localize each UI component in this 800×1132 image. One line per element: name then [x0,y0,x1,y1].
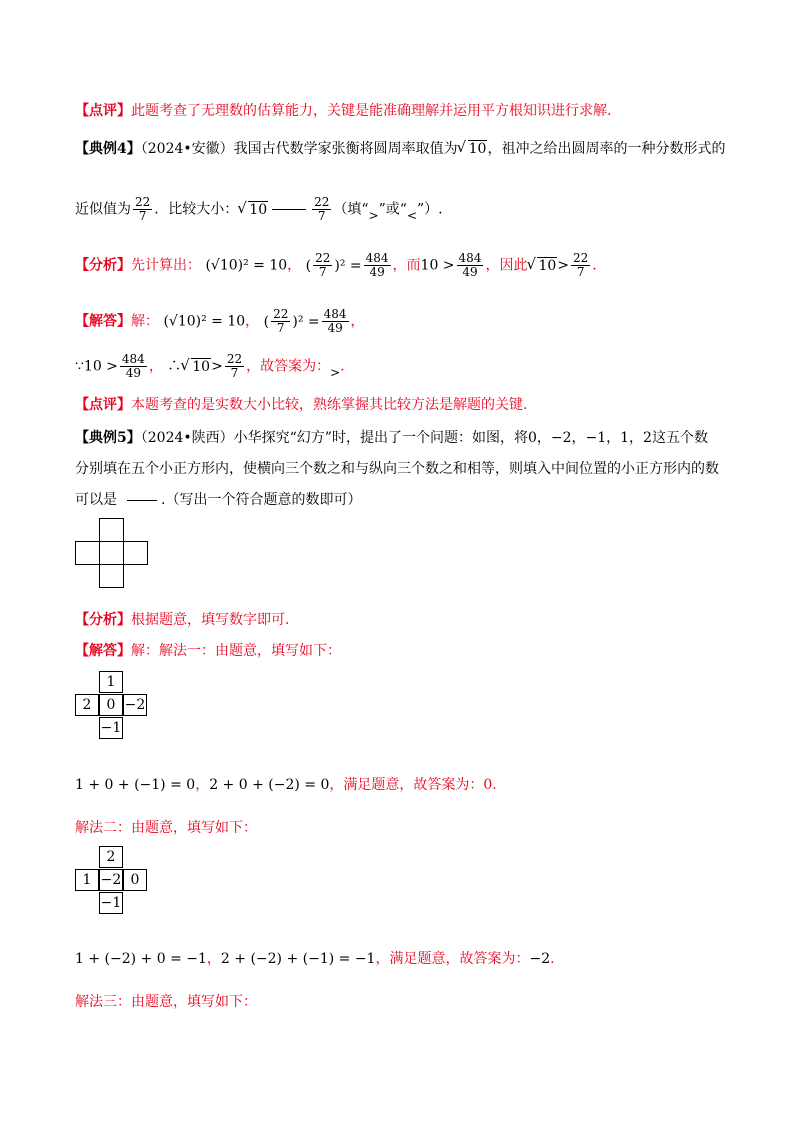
frac-den: 7 [230,366,239,380]
example5-line1 [75,428,708,448]
grid2-top: 2 [99,846,123,868]
frac-num: 484 [365,251,389,265]
analysis-tag: 【分析】 [75,257,131,274]
solution5-line [75,641,341,661]
example5-text1: （2024•陕西）小华探究“幻方”时，提出了一个问题：如图，将0，−2，−1，1，2这五个数 [140,430,708,446]
sqrt10: √ 10 [537,257,557,274]
cross-cell-bottom [99,564,124,588]
frac-num: 484 [458,251,482,265]
frac-num: 22 [315,251,331,265]
example5-line2 [75,459,719,479]
frac-num: 22 [314,195,330,209]
frac-den: 7 [576,265,585,279]
fraction-22-7 [313,252,332,279]
solution-tag: 【解答】 [75,313,131,330]
cross-cell-center [99,541,124,565]
analysis-tag: 【分析】 [75,612,131,628]
sqrt10: √ 10 [191,358,211,375]
gt-symbol: > [368,208,379,223]
solution4-line1 [75,308,365,335]
frac-den: 7 [138,209,147,223]
comment-tag: 【点评】 [75,397,131,413]
method2-text: 解法二：由题意，填写如下： [75,820,257,836]
analysis5-line [75,610,289,630]
frac-num: 22 [226,352,243,366]
comma: ， [195,777,210,793]
frac-den: 49 [369,265,385,279]
fraction-22-7-b [312,196,331,223]
sqrt10: √ 10 [468,140,488,157]
equation-line-1 [75,775,497,795]
comment-line-2 [75,395,527,415]
comma: ， [350,313,365,330]
sqrt10-b: √ 10 [248,201,268,218]
frac-den: 7 [276,321,285,335]
fraction-484-49 [457,252,484,279]
analysis-text2: ，而 [392,257,421,274]
grid1-top: 1 [99,671,123,693]
grid1-bottom: −1 [99,717,123,739]
period: . [592,257,597,274]
cross-cell-left [75,541,100,565]
eq2-c: 2 + (−2) + (−1) = −1 [220,951,376,967]
frac-num: 22 [135,195,151,209]
or-text: ”或“ [378,201,407,218]
frac-den: 49 [327,321,343,335]
solution4-line2 [75,353,345,383]
cross-cell-right [123,541,148,565]
solution-text: 解： [131,313,159,330]
paren-close-sq: )² = [292,313,320,330]
grid1-center: 0 [99,694,123,716]
grid2-left: 1 [75,869,99,891]
frac-num: 484 [323,307,347,321]
paren-open: ( [263,313,270,330]
grid2-bottom: −1 [99,892,123,914]
magic-cross-figure [75,518,150,566]
comma: ， [148,358,163,375]
gt: > [211,358,223,375]
filled-cross-2 [75,846,151,918]
eq1-a: 1 + 0 + (−1) = 0 [75,777,196,793]
comma: ， [206,951,221,967]
fraction-484-49 [364,252,391,279]
frac-num: 22 [573,251,589,265]
frac-den: 7 [317,209,326,223]
eq1-conclusion: ，满足题意，故答案为：0. [329,777,497,793]
frac-den: 49 [125,366,141,380]
eq-sqrt10-squared: (√10)² = 10 [205,257,288,274]
example5-text2: 分别填在五个小正方形内，使横向三个数之和与纵向三个数之和相等，则填入中间位置的小正方形内的数 [75,461,719,477]
equation-line-2 [75,949,555,969]
answer-blank[interactable] [272,209,306,210]
example5-line3 [75,490,361,510]
eq-10-gt: 10 > [420,257,455,274]
comment-tag: 【点评】 [75,103,131,119]
frac-den: 49 [462,265,478,279]
frac-den: 7 [318,265,327,279]
method3-line [75,992,257,1012]
method2-line [75,818,257,838]
fraction-484-49 [322,308,349,335]
period: . [550,951,555,967]
answer-value: > [330,365,341,380]
grid2-right: 0 [123,869,147,891]
example4-line2 [75,196,443,226]
fraction-22-7 [133,196,152,223]
eq-22-7-squared [263,307,351,335]
fraction-22-7 [225,353,244,380]
analysis4-line: 【分析】先计算出： (√10)² = 10， ( $\frac{22}{7}$ )² = $\frac{484}{49}$ ，而10 > $\frac{484}{49}$ ，因此√ 10> $\frac{22}{7}$ . [75,252,597,279]
period: . [340,358,345,375]
eq-22-7-squared [305,251,393,279]
answer-text: ，故答案为： [246,358,331,375]
eq-sqrt10-squared: (√10)² = 10 [163,313,246,330]
frac-num: 22 [273,307,289,321]
grid1-left: 2 [75,694,99,716]
cross-cell-top [99,518,124,542]
analysis-text1: 先计算出： [131,257,201,274]
fill-text: （填“ [333,201,369,218]
example4-after: ，祖冲之给出圆周率的一种分数形式的 [487,141,726,157]
eq1-c: 2 + 0 + (−2) = 0 [209,777,330,793]
frac-num: 484 [121,352,145,366]
analysis-text3: ，因此 [485,257,528,274]
comment-line-1 [75,101,611,121]
answer-blank[interactable] [127,500,157,501]
compare-label: ．比较大小： [154,201,239,218]
grid1-right: −2 [123,694,147,716]
because-10-gt: ∵10 > [75,358,118,375]
eq2-conclusion: ，满足题意，故答案为： [375,951,530,967]
method3-text: 解法三：由题意，填写如下： [75,994,257,1010]
eq2-a: 1 + (−2) + 0 = −1 [75,951,207,967]
gt: > [557,257,570,274]
filled-cross-1 [75,671,151,743]
close-text: ”）. [417,201,443,218]
comment-text: 本题考查的是实数大小比较，熟练掌握其比较方法是解题的关键. [131,397,528,413]
paren-open: ( [305,257,312,274]
solution-text: 解：解法一：由题意，填写如下： [131,643,341,659]
fraction-484-49 [120,353,147,380]
example5-text3a: 可以是 [75,492,117,508]
comment-text: 此题考查了无理数的估算能力，关键是能准确理解并运用平方根知识进行求解. [131,103,612,119]
comma: ， [245,313,260,330]
solution-tag: 【解答】 [75,643,131,659]
fraction-22-7 [271,308,290,335]
example5-tag: 【典例5】 [75,430,141,446]
eq2-answer: −2 [529,951,551,967]
example4-source: （2024•安徽）我国古代数学家张衡将圆周率取值为 [140,141,458,157]
example4-line1 [75,139,725,159]
therefore-symbol: ∴ [167,358,182,375]
example5-text3b: .（写出一个符合题意的数即可） [161,492,362,508]
fraction-22-7 [571,252,590,279]
analysis-text: 根据题意，填写数字即可. [131,612,290,628]
approx-label: 近似值为 [75,201,131,218]
grid2-center: −2 [99,869,123,891]
paren-close-sq: )² = [334,257,362,274]
lt-symbol: < [406,208,418,223]
example4-tag: 【典例4】 [75,141,141,157]
